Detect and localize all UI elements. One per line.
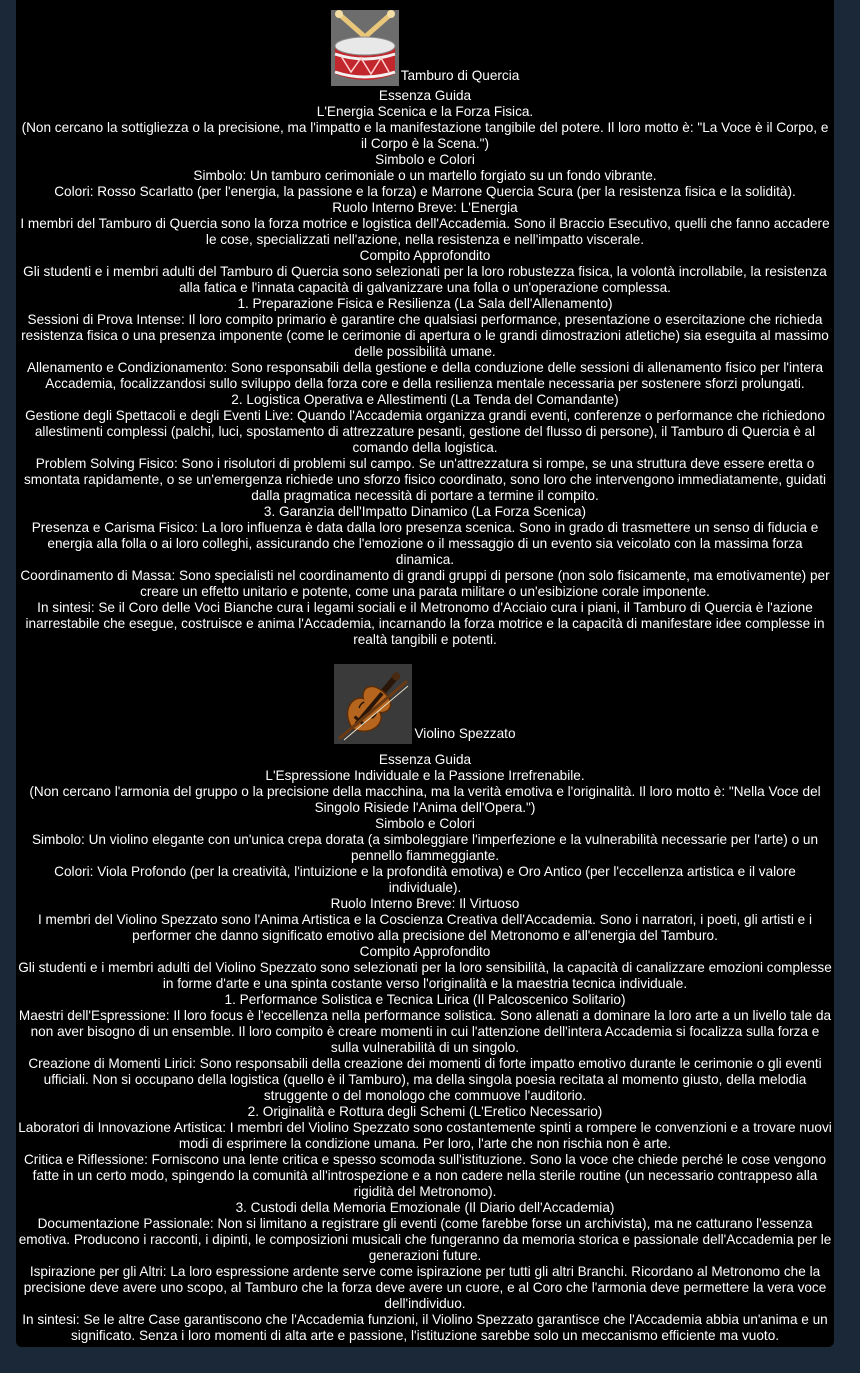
- motto-text: (Non cercano la sottigliezza o la precisione, ma l'impatto e la manifestazione tangibile del potere. Il loro motto è: "La Voce è il Corpo, e il Corpo è la Scena."): [21, 120, 829, 151]
- subsection-heading: 2. Originalità e Rottura degli Schemi (L'Eretico Necessario): [247, 1104, 603, 1119]
- paragraph: I membri del Violino Spezzato sono l'Anima Artistica e la Coscienza Creativa dell'Accademia. Sono i narratori, i poeti, gli artisti e i performer che danno significato emotivo alla precisione del Metronomo e all'energia del Tamburo.: [37, 912, 813, 943]
- section-heading: Simbolo e Colori: [375, 816, 475, 831]
- summary-text: In sintesi: Se le altre Case garantiscono che l'Accademia funzioni, il Violino Spezzato garantisce che l'Accademia abbia un'anima e un significato. Senza i loro momenti di alta arte e passione, l'istituzione sarebbe solo un meccanismo efficiente ma vuoto.: [22, 1312, 828, 1343]
- house-header: [16, 658, 834, 744]
- subsection-heading: 3. Garanzia dell'Impatto Dinamico (La Forza Scenica): [263, 504, 587, 519]
- paragraph: Coordinamento di Massa: Sono specialisti nel coordinamento di grandi gruppi di persone (non solo fisicamente, ma emotivamente) per creare un effetto unitario e potente, come una parata militare o un'esibizione corale imponente.: [20, 568, 830, 599]
- subsection-heading: 3. Custodi della Memoria Emozionale (Il Diario dell'Accademia): [235, 1200, 615, 1215]
- section-heading: Simbolo e Colori: [375, 152, 475, 167]
- paragraph: Presenza e Carisma Fisico: La loro influenza è data dalla loro presenza scenica. Sono in grado di trasmettere un senso di fiducia e energia alla folla o ai loro colleghi, assicurando che l'emozione o il messaggio di un evento sia veicolato con la massima forza dinamica.: [31, 520, 819, 567]
- section-heading: Compito Approfondito: [359, 944, 491, 959]
- paragraph: Problem Solving Fisico: Sono i risolutori di problemi sul campo. Se un'attrezzatura si rompe, se una struttura deve essere eretta o smontata rapidamente, o se un'emergenza richiede uno sforzo fisico coordinato, sono loro che intervengono immediatamente, guidati dalla pragmatica necessità di portare a termine il compito.: [23, 456, 827, 503]
- paragraph: Sessioni di Prova Intense: Il loro compito primario è garantire che qualsiasi performance, presentazione o esercitazione che richieda resistenza fisica o una presenza imponente (come le cerimonie di apertura o le grandi dimostrazioni atletiche) sia eseguita al massimo delle possibilità umane.: [21, 312, 829, 359]
- paragraph: Simbolo: Un tamburo cerimoniale o un martello forgiato su un fondo vibrante.: [193, 168, 657, 183]
- paragraph: Laboratori di Innovazione Artistica: I membri del Violino Spezzato sono costantemente spinti a rompere le convenzioni e a trovare nuovi modi di esprimere la condizione umana. Per loro, l'arte che non rischia non è arte.: [18, 1120, 832, 1151]
- house-title: Tamburo di Quercia: [400, 68, 520, 83]
- section-heading: Ruolo Interno Breve: L'Energia: [332, 200, 518, 215]
- subsection-heading: 2. Logistica Operativa e Allestimenti (La Tenda del Comandante): [231, 392, 619, 407]
- motto-text: (Non cercano l'armonia del gruppo o la precisione della macchina, ma la verità emotiva e l'originalità. Il loro motto è: "Nella Voce del Singolo Risiede l'Anima dell'Opera."): [29, 784, 821, 815]
- paragraph: Colori: Viola Profondo (per la creatività, l'intuizione e la profondità emotiva) e Oro Antico (per l'eccellenza artistica e il valore individuale).: [54, 864, 796, 895]
- paragraph: Documentazione Passionale: Non si limitano a registrare gli eventi (come farebbe forse un archivista), ma ne catturano l'essenza emotiva. Producono i racconti, i dipinti, le composizioni musicali che fungeranno da memoria storica e passionale dell'Accademia per le generazioni future.: [18, 1216, 832, 1263]
- section-heading: Essenza Guida: [378, 88, 472, 103]
- house-title: Violino Spezzato: [414, 726, 516, 741]
- paragraph: Maestri dell'Espressione: Il loro focus è l'eccellenza nella performance solistica. Sono allenati a dominare la loro arte a un livello tale da non aver bisogno di un ensemble. Il loro compito è creare momenti in cui l'attenzione dell'intera Accademia si focalizza sulla forza e sulla vulnerabilità di un singolo.: [18, 1008, 832, 1055]
- essence-text: L'Espressione Individuale e la Passione Irrefrenabile.: [265, 768, 585, 783]
- violin-icon: [334, 664, 412, 744]
- summary-text: In sintesi: Se il Coro delle Voci Bianche cura i legami sociali e il Metronomo d'Acciaio cura i piani, il Tamburo di Quercia è l'azione inarrestabile che esegue, costruisce e anima l'Accademia, incarnando la forza motrice e la capacità di manifestare idee complesse in realtà tangibili e potenti.: [25, 600, 825, 647]
- paragraph: Creazione di Momenti Lirici: Sono responsabili della creazione dei momenti di forte impatto emotivo durante le cerimonie o gli eventi ufficiali. Non si occupano della logistica (quello è il Tamburo), ma della singola poesia recitata al momento giusto, della melodia struggente o del monologo che commuove l'auditorio.: [28, 1056, 822, 1103]
- paragraph: Gli studenti e i membri adulti del Violino Spezzato sono selezionati per la loro sensibilità, la capacità di canalizzare emozioni complesse in forme d'arte e una spinta costante verso l'originalità e la maestria tecnica individuale.: [18, 960, 832, 991]
- subsection-heading: 1. Preparazione Fisica e Resilienza (La Sala dell'Allenamento): [237, 296, 613, 311]
- paragraph: Ispirazione per gli Altri: La loro espressione ardente serve come ispirazione per tutti gli altri Branchi. Ricordano al Metronomo che la precisione deve avere uno scopo, al Tamburo che la forza deve avere un cuore, e al Coro che l'armonia deve permettere la vera voce dell'individuo.: [23, 1264, 827, 1311]
- paragraph: I membri del Tamburo di Quercia sono la forza motrice e logistica dell'Accademia. Sono il Braccio Esecutivo, quelli che fanno accadere le cose, specializzati nell'azione, nella resistenza e nell'impatto viscerale.: [20, 216, 830, 247]
- paragraph: Allenamento e Condizionamento: Sono responsabili della gestione e della conduzione delle sessioni di allenamento fisico per l'intera Accademia, focalizzandosi sullo sviluppo della forza core e della resilienza mentale necessaria per sostenere sforzi prolungati.: [26, 360, 824, 391]
- section-heading: Ruolo Interno Breve: Il Virtuoso: [330, 896, 520, 911]
- section-heading: Essenza Guida: [378, 752, 472, 767]
- drum-icon: [331, 10, 399, 86]
- paragraph: Colori: Rosso Scarlatto (per l'energia, la passione e la forza) e Marrone Quercia Scura (per la resistenza fisica e la solidità).: [54, 184, 796, 199]
- house-header: [16, 0, 834, 86]
- essence-text: L'Energia Scenica e la Forza Fisica.: [316, 104, 534, 119]
- house-section-violino: [16, 658, 834, 1344]
- subsection-heading: 1. Performance Solistica e Tecnica Lirica (Il Palcoscenico Solitario): [224, 992, 626, 1007]
- paragraph: Gestione degli Spettacoli e degli Eventi Live: Quando l'Accademia organizza grandi eventi, conferenze o performance che richiedono allestimenti complessi (palchi, luci, spostamento di attrezzature pesanti, gestione del flusso di persone), il Tamburo di Quercia è al comando della logistica.: [25, 408, 825, 455]
- section-heading: Compito Approfondito: [359, 248, 491, 263]
- message-panel: [16, 0, 834, 1347]
- house-section-tamburo: [16, 0, 834, 648]
- paragraph: Simbolo: Un violino elegante con un'unica crepa dorata (a simboleggiare l'imperfezione e la vulnerabilità necessarie per l'arte) o un pennello fiammeggiante.: [31, 832, 819, 863]
- paragraph: Gli studenti e i membri adulti del Tamburo di Quercia sono selezionati per la loro robustezza fisica, la volontà incrollabile, la resistenza alla fatica e l'innata capacità di galvanizzare una folla o un'operazione complessa.: [23, 264, 827, 295]
- paragraph: Critica e Riflessione: Forniscono una lente critica e spesso scomoda sull'istituzione. Sono la voce che chiede perché le cose vengono fatte in un certo modo, spingendo la comunità all'introspezione e a non cadere nella sterile routine (un necessario contrappeso alla rigidità del Metronomo).: [23, 1152, 827, 1199]
